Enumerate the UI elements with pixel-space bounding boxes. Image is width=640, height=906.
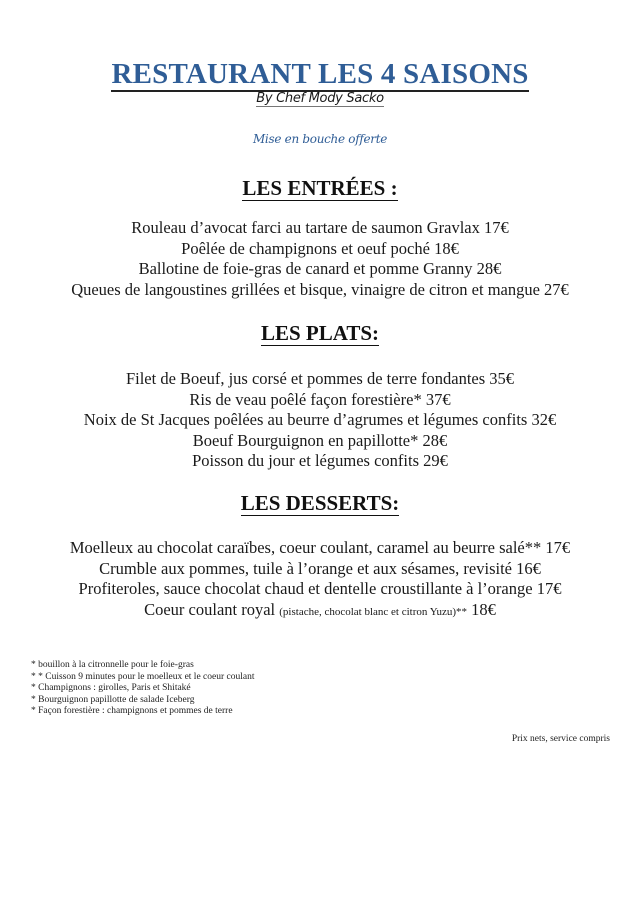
menu-item: Ris de veau poêlé façon forestière* 37€ — [189, 389, 451, 409]
menu-item: Queues de langoustines grillées et bisque, vinaigre de citron et mangue 27€ — [71, 279, 569, 299]
restaurant-title — [0, 58, 640, 90]
menu-item: Poisson du jour et légumes confits 29€ — [192, 451, 448, 470]
amuse-bouche-note: Mise en bouche offerte — [252, 132, 388, 146]
section-title-plats-text: LES PLATS: — [260, 321, 380, 345]
section-title-plats — [0, 321, 640, 345]
menu-item-detail: (pistache, chocolat blanc et citron Yuzu)** — [279, 605, 468, 618]
menu-item: Moelleux au chocolat caraïbes, coeur coulant, caramel au beurre salé** 17€ — [69, 538, 571, 557]
chef-byline-text: By Chef Mody Sacko — [256, 91, 384, 106]
footnote: * Façon forestière : champignons et pommes de terre — [31, 706, 233, 716]
menu-item: Crumble aux pommes, tuile à l’orange et aux sésames, revisité 16€ — [99, 558, 541, 578]
footnotes — [31, 660, 254, 718]
menu-item — [0, 600, 640, 623]
footnote: * * Cuisson 9 minutes pour le moelleux et le coeur coulant — [31, 671, 255, 682]
price-note: Prix nets, service compris — [511, 734, 610, 744]
menu-item: Rouleau d’avocat farci au tartare de saumon Gravlax 17€ — [131, 218, 509, 237]
menu-item: Boeuf Bourguignon en papillotte* 28€ — [192, 430, 448, 450]
plats-list — [0, 369, 640, 472]
menu-item: Noix de St Jacques poêlées au beurre d’agrumes et légumes confits 32€ — [83, 410, 557, 429]
section-title-desserts-text: LES DESSERTS: — [240, 491, 400, 515]
footnote: * Champignons : girolles, Paris et Shitaké — [31, 683, 191, 693]
section-title-desserts — [0, 491, 640, 515]
entrees-list — [0, 218, 640, 300]
footnote: * bouillon à la citronnelle pour le foie-gras — [31, 660, 194, 670]
menu-item: Poêlée de champignons et oeuf poché 18€ — [181, 238, 459, 258]
menu-item-price: 18€ — [471, 599, 496, 619]
restaurant-title-text: RESTAURANT LES 4 SAISONS — [111, 58, 529, 90]
menu-item: Profiteroles, sauce chocolat chaud et dentelle croustillante à l’orange 17€ — [78, 579, 562, 598]
footnote: * Bourguignon papillotte de salade Iceberg — [31, 694, 195, 705]
menu-item-name: Coeur coulant royal — [144, 599, 276, 619]
menu-item: Filet de Boeuf, jus corsé et pommes de terre fondantes 35€ — [125, 369, 515, 388]
section-title-entrees — [0, 176, 640, 200]
chef-byline — [0, 91, 640, 107]
menu-item: Ballotine de foie-gras de canard et pomme Granny 28€ — [138, 259, 502, 278]
section-title-entrees-text: LES ENTRÉES : — [242, 176, 398, 200]
desserts-list — [0, 538, 640, 622]
